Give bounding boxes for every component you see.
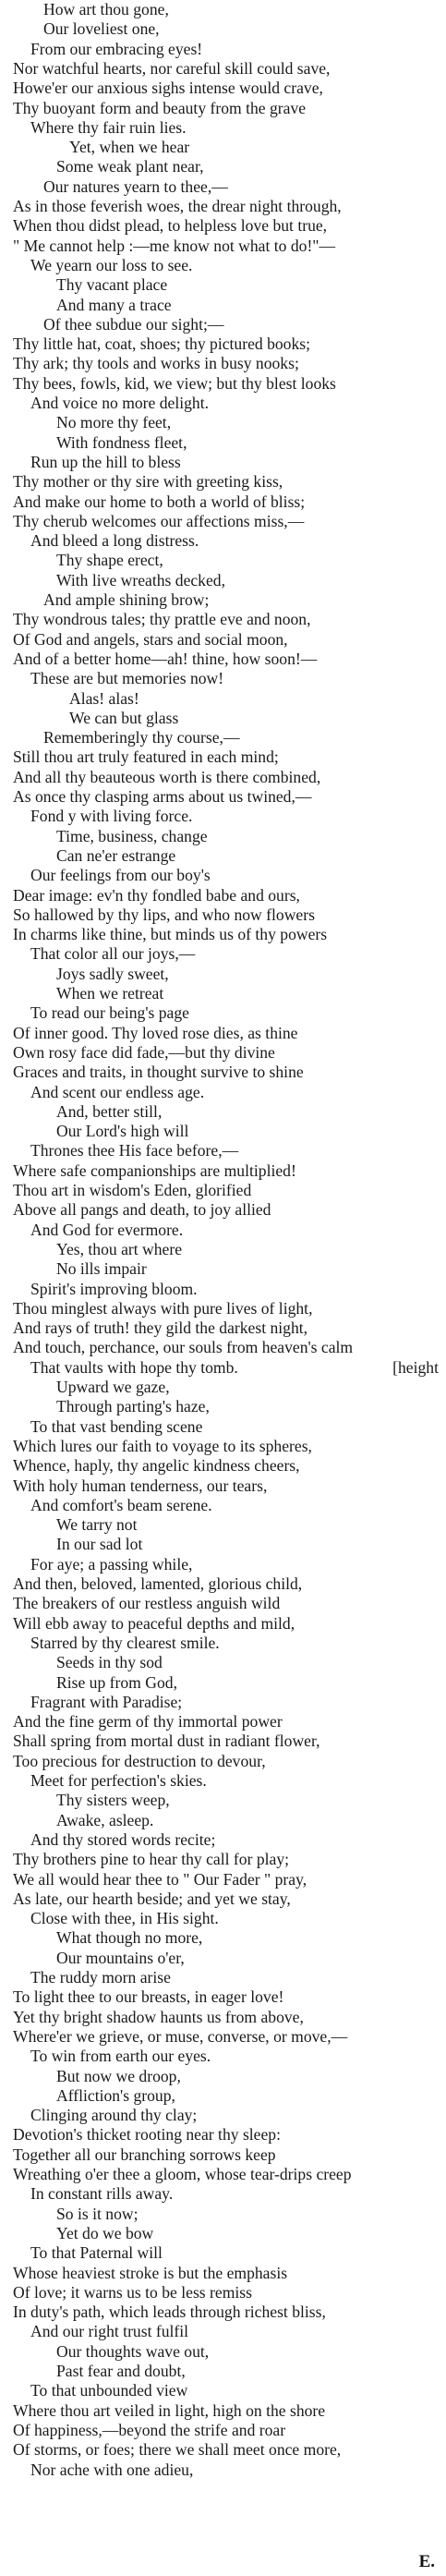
- poem-line: And thy stored words recite;: [30, 1829, 216, 1849]
- poem-line: When we retreat: [56, 984, 164, 1002]
- poem-line: To that Paternal will: [30, 2243, 163, 2263]
- poem-line: So hallowed by thy lips, and who now flowers: [13, 905, 315, 924]
- poem-line: Thou art in wisdom's Eden, glorified: [13, 1181, 252, 1199]
- poem-line: And make our home to both a world of bliss;: [13, 492, 306, 511]
- poem-line: We tarry not: [56, 1515, 138, 1535]
- poem-line: Thy wondrous tales; thy prattle eve and noon,: [13, 610, 311, 629]
- poem-line: Too precious for destruction to devour,: [13, 1751, 266, 1770]
- poem-line: Rise up from God,: [56, 1672, 177, 1692]
- poem-line: Thrones thee His face before,—: [30, 1141, 239, 1160]
- poem-line: And scent our endless age.: [30, 1082, 205, 1101]
- poem-line: Where thy fair ruin lies.: [30, 117, 187, 137]
- poem-line: Thy sisters weep,: [56, 1791, 170, 1810]
- poem-line: Of storms, or foes; there we shall meet once more,: [13, 2440, 342, 2460]
- poem-line: Thy brothers pine to hear thy call for play;: [13, 1850, 289, 1869]
- poem-line: Joys sadly sweet,: [56, 964, 169, 983]
- poem-line: And the fine germ of thy immortal power: [13, 1712, 283, 1732]
- poem-line: Where safe companionships are multiplied!: [13, 1160, 296, 1180]
- poem-line: As once thy clasping arms about us twined,—: [13, 787, 312, 806]
- poem-line: As late, our hearth beside; and yet we stay,: [13, 1889, 291, 1908]
- poem-line: Yet, when we hear: [69, 138, 190, 157]
- poem-line: Which lures our faith to voyage to its spheres,: [13, 1436, 312, 1455]
- poem-line: Thy mother or thy sire with greeting kiss,: [13, 472, 283, 492]
- poem-line: Own rosy face did fade,—but thy divine: [13, 1042, 275, 1062]
- poem-line: The breakers of our restless anguish wild: [13, 1594, 281, 1613]
- poem-line: Howe'er our anxious sighs intense would crave,: [13, 79, 323, 98]
- poem-line: Past fear and doubt,: [56, 2362, 186, 2380]
- poem-line: Of God and angels, stars and social moon,: [13, 629, 288, 649]
- poem-line: To light thee to our breasts, in eager love!: [13, 1987, 284, 2007]
- poem-line: Yes, thou art where: [56, 1239, 183, 1258]
- poem-line: And our right trust fulfil: [30, 2322, 189, 2341]
- poem-line: Alas! alas!: [69, 688, 139, 708]
- poem-line-overflow: [height: [392, 1357, 439, 1377]
- poem-line: How art thou gone,: [43, 0, 169, 18]
- poem-line: Fragrant with Paradise;: [30, 1692, 183, 1711]
- poem-line: Nor watchful hearts, nor careful skill could save,: [13, 58, 331, 78]
- poem-line: " Me cannot help :—me know not what to do!"—: [13, 236, 336, 255]
- poem-line: Nor ache with one adieu,: [30, 2460, 194, 2479]
- poem-line: So is it now;: [56, 2204, 139, 2223]
- poem-line: Thy shape erect,: [56, 551, 163, 570]
- poem-line: In duty's path, which leads through richest bliss,: [13, 2303, 326, 2322]
- poem-line: Thy cherub welcomes our affections miss,—: [13, 511, 305, 530]
- poem-line: Our Lord's high will: [56, 1122, 189, 1141]
- poem-line: Some weak plant near,: [56, 157, 204, 176]
- poem-line: Above all pangs and death, to joy allied: [13, 1200, 271, 1220]
- poem-line: We all would hear thee to " Our Fader " pray,: [13, 1869, 307, 1889]
- poem-line: And of a better home—ah! thine, how soon!—: [13, 649, 318, 668]
- poem-line: Of thee subdue our sight;—: [43, 314, 224, 334]
- poem-line: And bleed a long distress.: [30, 531, 199, 551]
- poem-line: Awake, asleep.: [56, 1810, 154, 1829]
- poem-line: And ample shining brow;: [43, 590, 210, 609]
- poem-line: We can but glass: [69, 708, 179, 727]
- poem-line: Fond y with living force.: [30, 807, 193, 826]
- poem-line: Thy bees, fowls, kid, we view; but thy blest looks: [13, 373, 336, 393]
- poem-line: That color all our joys,—: [30, 944, 196, 964]
- poem-line: Meet for perfection's skies.: [30, 1771, 207, 1790]
- poem-line: For aye; a passing while,: [30, 1554, 193, 1574]
- poem-line: Run up the hill to bless: [30, 452, 181, 471]
- poem-line: Of inner good. Thy loved rose dies, as thine: [13, 1023, 298, 1042]
- poem-line: Dear image: ev'n thy fondled babe and ours,: [13, 885, 300, 905]
- poem-line: Together all our branching sorrows keep: [13, 2145, 276, 2164]
- poem-line: Through parting's haze,: [56, 1397, 210, 1416]
- poem-line: Of happiness,—beyond the strife and roar: [13, 2420, 286, 2439]
- poem-line: With live wreaths decked,: [56, 570, 225, 589]
- poem-line: To that unbounded view: [30, 2381, 188, 2400]
- poem-line: The ruddy morn arise: [30, 1968, 171, 1987]
- poem-line: Time, business, change: [56, 826, 208, 845]
- poem-line: No more thy feet,: [56, 413, 172, 432]
- signature: E.: [418, 2552, 435, 2571]
- poem-line: Our thoughts wave out,: [56, 2341, 210, 2361]
- poem-line: And many a trace: [56, 295, 172, 314]
- poem-line: Thy little hat, coat, shoes; thy pictured books;: [13, 334, 311, 354]
- poem-line: Our feelings from our boy's: [30, 866, 211, 885]
- poem-line: Our mountains o'er,: [56, 1948, 185, 1967]
- poem-line: Wreathing o'er thee a gloom, whose tear-drips creep: [13, 2165, 352, 2183]
- poem-line: In constant rills away.: [30, 2184, 174, 2204]
- poem-line: And rays of truth! they gild the darkest night,: [13, 1318, 308, 1338]
- poem-line: Whose heaviest stroke is but the emphasis: [13, 2263, 288, 2282]
- poem-line: Where thou art veiled in light, high on the shore: [13, 2400, 326, 2420]
- poem-line: From our embracing eyes!: [30, 39, 203, 58]
- poem-line: Yet thy bright shadow haunts us from above,: [13, 2007, 304, 2026]
- poem-line: To that vast bending scene: [30, 1416, 203, 1436]
- poem-line: With holy human tenderness, our tears,: [13, 1476, 268, 1495]
- poem-line: No ills impair: [56, 1259, 147, 1279]
- poem-line: Spirit's improving bloom.: [30, 1279, 198, 1298]
- poem-line: And God for evermore.: [30, 1220, 184, 1239]
- poem-line: Upward we gaze,: [56, 1378, 170, 1396]
- poem-line: Devotion's thicket rooting near thy sleep:: [13, 2125, 281, 2145]
- poem-line: And all thy beauteous worth is there combined,: [13, 767, 321, 786]
- poem-line: To win from earth our eyes.: [30, 2047, 211, 2066]
- poem-line: Thy vacant place: [56, 275, 168, 295]
- poem-line: Yet do we bow: [56, 2223, 154, 2242]
- poem-line: As in those feverish woes, the drear night through,: [13, 197, 342, 215]
- poem-line: These are but memories now!: [30, 669, 224, 688]
- poem-line: When thou didst plead, to helpless love but true,: [13, 216, 328, 236]
- poem-line: And voice no more delight.: [30, 394, 209, 412]
- poem-line: And comfort's beam serene.: [30, 1495, 212, 1514]
- poem-line: Will ebb away to peaceful depths and mild,: [13, 1613, 295, 1633]
- poem-line: To read our being's page: [30, 1003, 189, 1023]
- poem-line: We yearn our loss to see.: [30, 255, 193, 274]
- poem-line: Shall spring from mortal dust in radiant flower,: [13, 1732, 320, 1751]
- poem-line: Where'er we grieve, or muse, converse, or move,—: [13, 2026, 348, 2046]
- poem-line: Our natures yearn to thee,—: [43, 176, 228, 196]
- poem-line: That vaults with hope thy tomb.: [30, 1357, 238, 1377]
- poem-line: And touch, perchance, our souls from heaven's calm: [13, 1338, 354, 1357]
- poem-line: And then, beloved, lamented, glorious child,: [13, 1574, 303, 1593]
- poem-line: Rememberingly thy course,—: [43, 728, 240, 747]
- poem-line: Of love; it warns us to be less remiss: [13, 2282, 252, 2302]
- poem-line: Close with thee, in His sight.: [30, 1909, 219, 1928]
- poem-line: In charms like thine, but minds us of thy powers: [13, 925, 328, 944]
- poem-line: What though no more,: [56, 1928, 203, 1948]
- poem-line: Clinging around thy clay;: [30, 2106, 198, 2125]
- poem-line: Can ne'er estrange: [56, 845, 176, 865]
- poem-line: Graces and traits, in thought survive to shine: [13, 1063, 304, 1082]
- poem-line: Starred by thy clearest smile.: [30, 1633, 220, 1652]
- poem-line: Our loveliest one,: [43, 19, 160, 39]
- poem-line: Seeds in thy sod: [56, 1653, 163, 1672]
- poem-line: Thy ark; thy tools and works in busy nooks;: [13, 354, 299, 373]
- poem-line: And, better still,: [56, 1101, 163, 1121]
- poem-line: Affliction's group,: [56, 2085, 175, 2105]
- poem-line: But now we droop,: [56, 2066, 181, 2085]
- poem-line: Thou minglest always with pure lives of light,: [13, 1298, 313, 1318]
- poem-line: Whence, haply, thy angelic kindness cheers,: [13, 1456, 300, 1476]
- poem-line: With fondness fleet,: [56, 432, 187, 452]
- poem-line: Still thou art truly featured in each mind;: [13, 747, 279, 767]
- poem-line: In our sad lot: [56, 1535, 143, 1554]
- poem-line: Thy buoyant form and beauty from the grave: [13, 98, 307, 117]
